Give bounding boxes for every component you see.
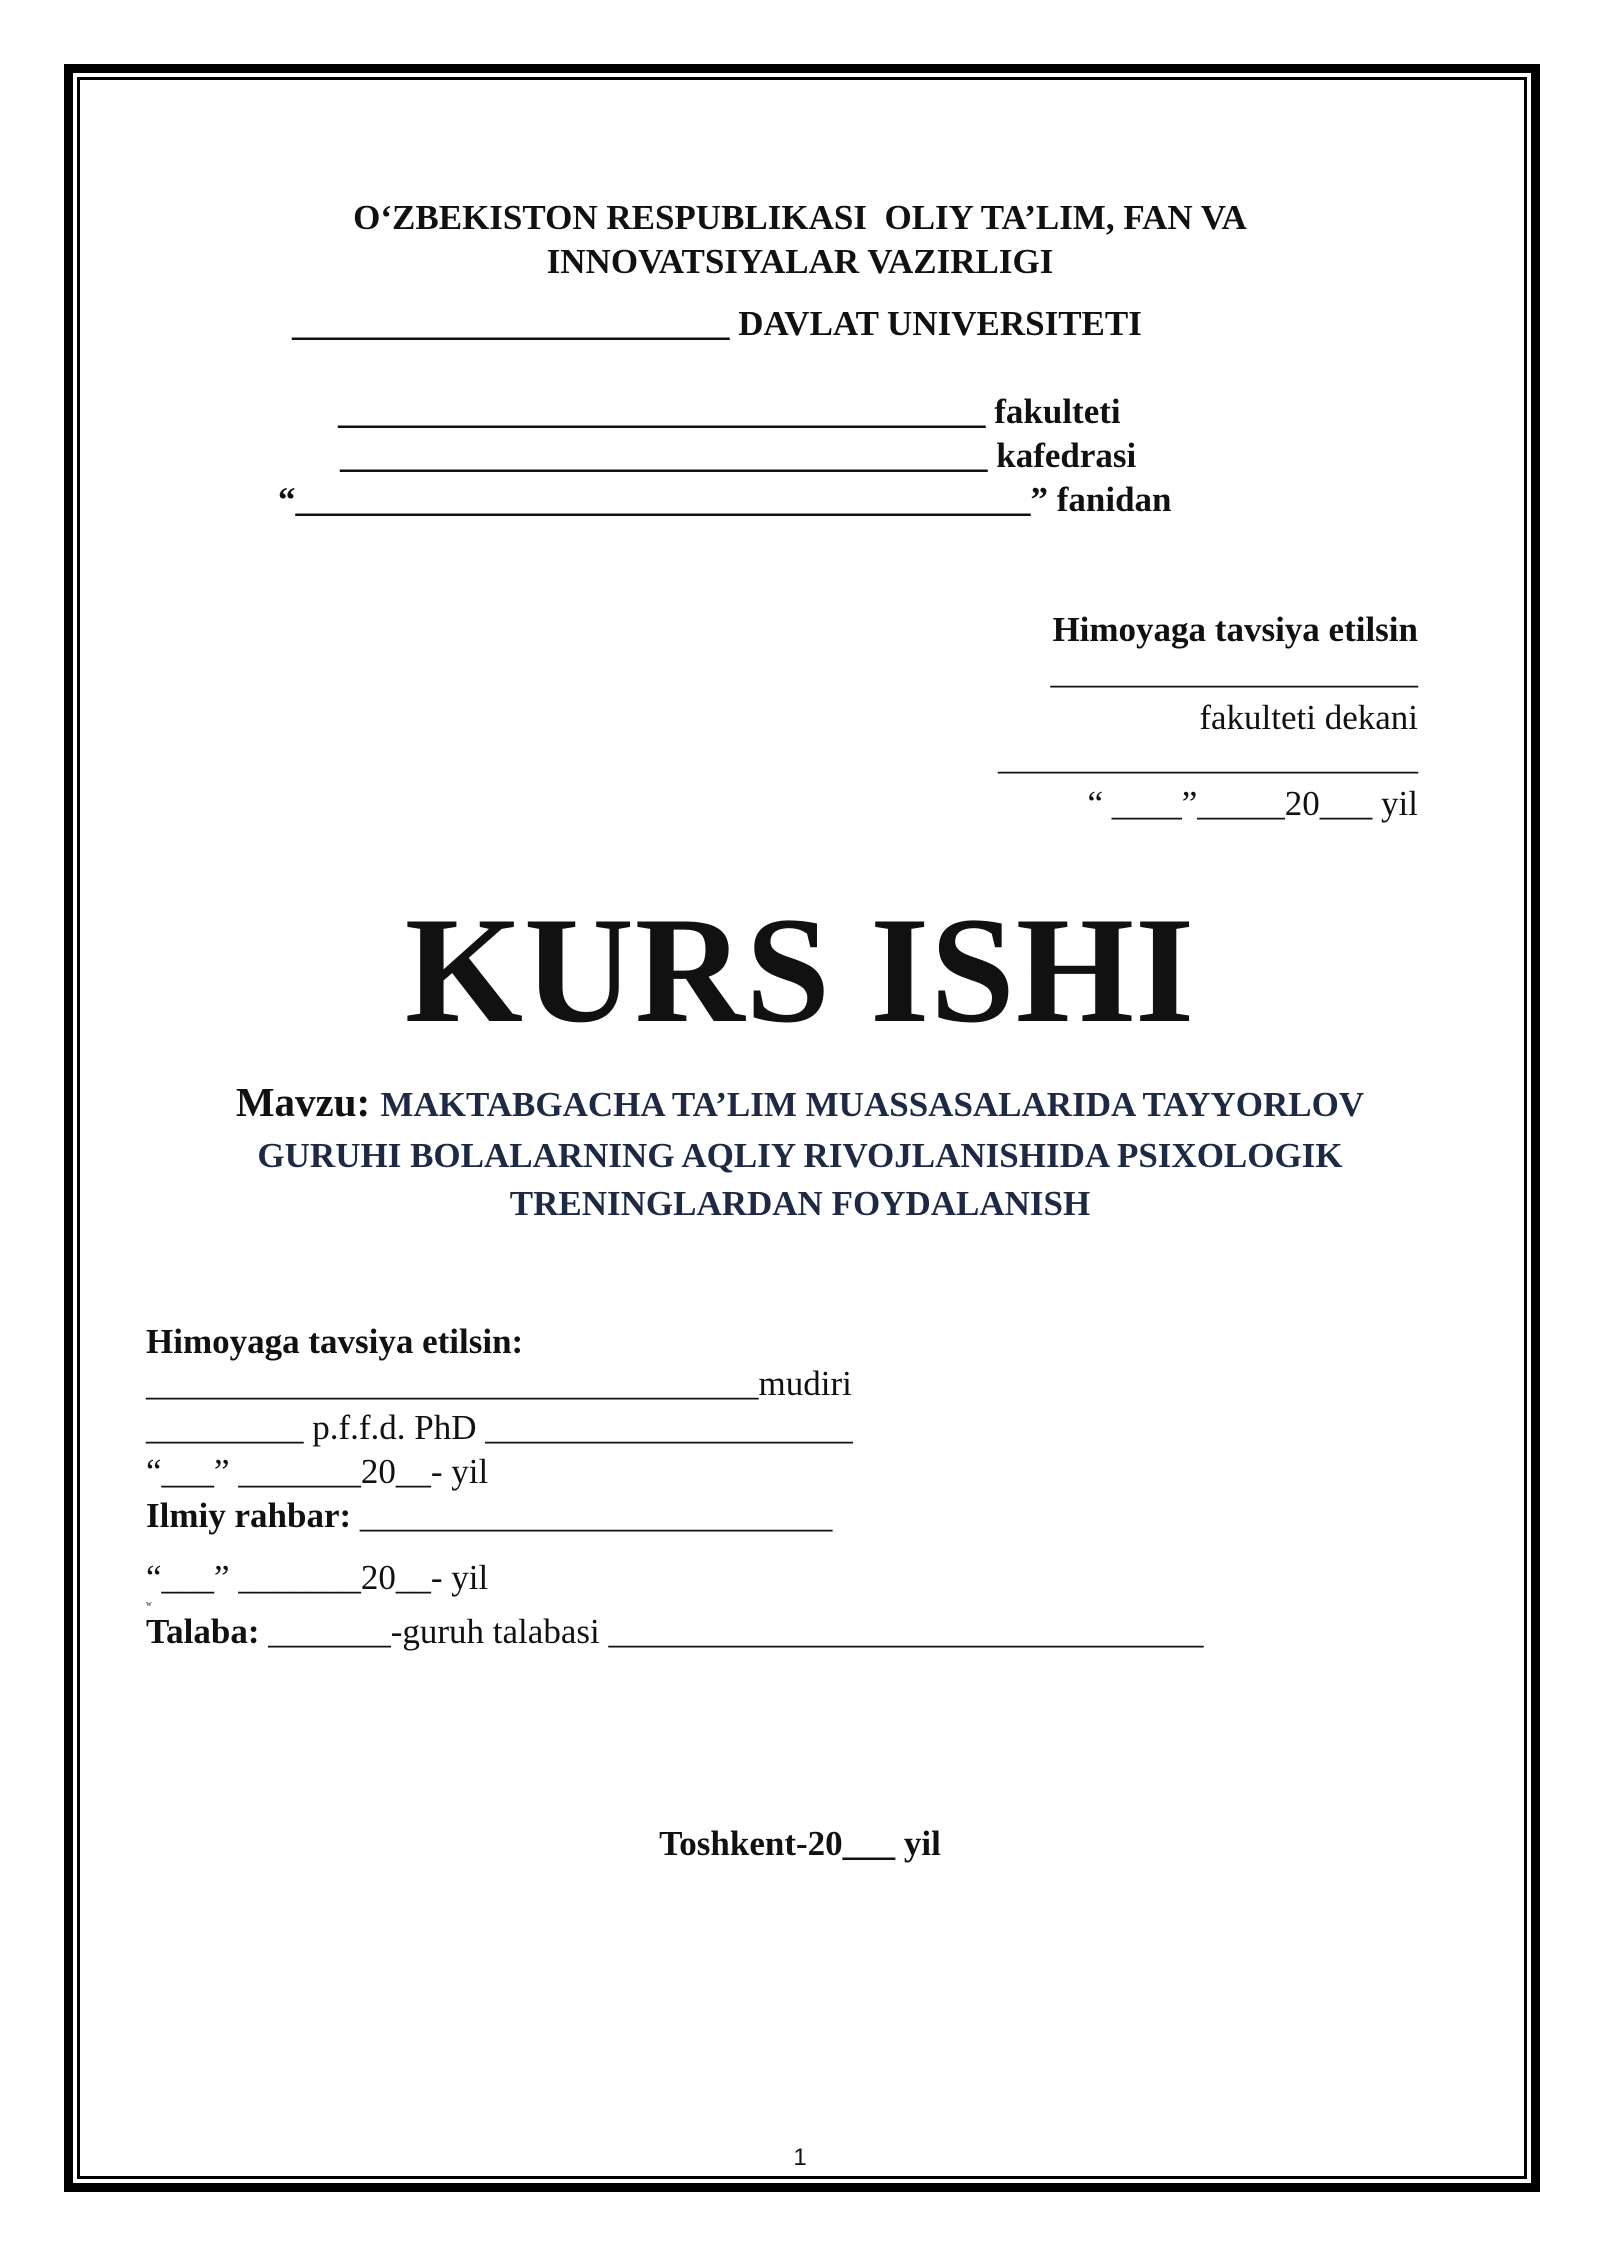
supervisor-label: Ilmiy rahbar: [146, 1496, 360, 1535]
page-number: 1 [793, 2144, 807, 2171]
student-label: Talaba: [146, 1612, 269, 1651]
supervisor-line: ___________________________ [359, 1496, 833, 1535]
ministry-line-1: O‘ZBEKISTON RESPUBLIKASI OLIY TA’LIM, FAN VA [353, 198, 1247, 237]
topic-label: Mavzu: [235, 1079, 381, 1125]
topic-text-1: MAKTABGACHA TA’LIM MUASSASALARIDA TAYYORLOV [380, 1085, 1365, 1124]
approval-role: fakulteti dekani [1199, 698, 1418, 737]
approval-signature-line: _____________________ [1050, 652, 1418, 691]
degree-line: _________ p.f.f.d. PhD _____________________ [146, 1408, 853, 1447]
department-line: _____________________________________ kafedrasi [340, 436, 1137, 475]
topic-line-1 [0, 1079, 1600, 1125]
city-year: Toshkent-20___ yil [659, 1824, 941, 1863]
subject-line: “__________________________________________” fanidan [278, 480, 1172, 519]
date-line-1: “___” _______20__- yil [146, 1452, 489, 1491]
university-line: _________________________ DAVLAT UNIVERSITETI [292, 304, 1142, 343]
approval-name-line: ________________________ [998, 738, 1418, 777]
signatures-heading: Himoyaga tavsiya etilsin: [146, 1322, 524, 1361]
supervisor-row [146, 1498, 832, 1533]
student-line: _______-guruh talabasi __________________________________ [268, 1612, 1204, 1651]
head-of-department-line: ___________________________________mudiri [146, 1364, 852, 1403]
document-title: KURS ISHI [404, 886, 1196, 1054]
topic-line-3: TRENINGLARDAN FOYDALANISH [509, 1184, 1091, 1223]
student-row [146, 1614, 1203, 1649]
date-line-2: “___” _______20__- yil [146, 1558, 489, 1597]
ministry-line-2: INNOVATSIYALAR VAZIRLIGI [546, 242, 1054, 281]
faculty-line: _____________________________________ fakulteti [338, 392, 1121, 431]
approval-heading: Himoyaga tavsiya etilsin [1052, 610, 1418, 649]
topic-line-2: GURUHI BOLALARNING AQLIY RIVOJLANISHIDA PSIXOLOGIK [257, 1136, 1343, 1175]
approval-date: “ ____”_____20___ yil [1087, 784, 1418, 823]
small-mark: w [146, 1599, 152, 1608]
